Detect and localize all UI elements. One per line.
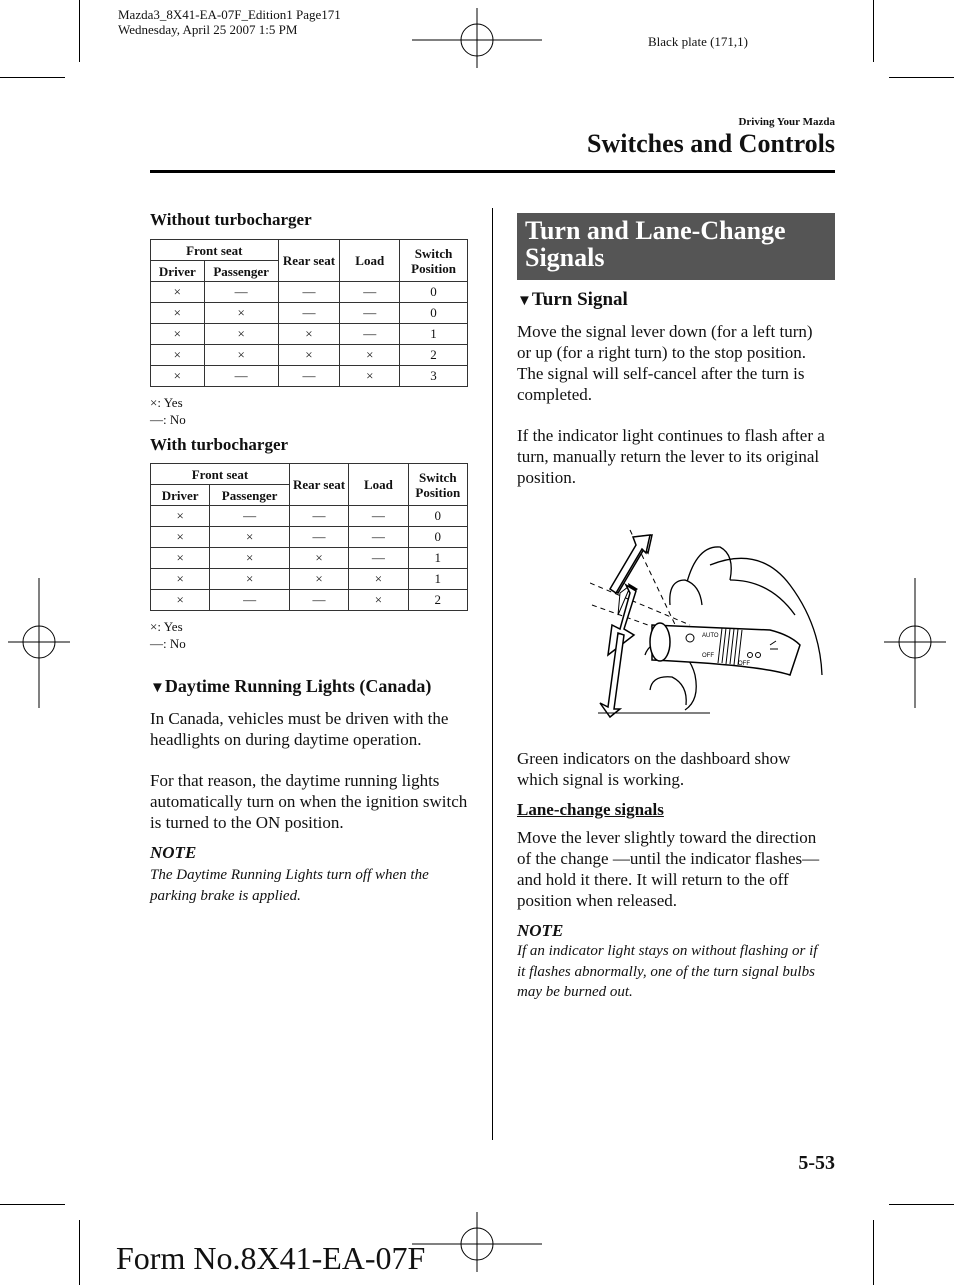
triangle-down-icon: ▼ — [517, 293, 532, 309]
table-cell: × — [151, 590, 210, 611]
table-row — [151, 548, 468, 569]
table-row — [151, 590, 468, 611]
illustration-label: OFF — [738, 661, 750, 667]
table-cell: 0 — [400, 303, 468, 324]
crop-mark — [79, 1220, 80, 1285]
table-header-rear-seat: Rear seat — [289, 464, 348, 506]
table-cell: × — [151, 303, 205, 324]
note-label: NOTE — [517, 921, 564, 940]
table-header-front-seat: Front seat — [151, 464, 290, 485]
table-header-driver: Driver — [151, 261, 205, 282]
crop-mark — [873, 1220, 874, 1285]
table-row — [151, 282, 468, 303]
table-header-driver: Driver — [151, 485, 210, 506]
right-column-top — [517, 289, 829, 488]
banner-line-1: Turn and Lane-Change — [525, 216, 786, 245]
table-row — [151, 366, 468, 387]
illustration-label: OFF — [702, 653, 714, 659]
illustration-label: AUTO — [702, 633, 719, 639]
crop-mark — [889, 77, 954, 78]
registration-mark-icon — [412, 8, 542, 68]
header-rule — [150, 170, 835, 173]
form-number: Form No.8X41-EA-07F — [116, 1240, 426, 1276]
print-date: Wednesday, April 25 2007 1:5 PM — [118, 22, 298, 37]
table-cell: — — [204, 366, 278, 387]
turn-signal-heading — [517, 289, 829, 311]
section-title: Switches and Controls — [586, 129, 835, 158]
crop-mark — [873, 0, 874, 62]
table-header-switch-position: Switch Position — [408, 464, 467, 506]
table-cell: 1 — [408, 569, 467, 590]
table-header-switch-position: Switch Position — [400, 240, 468, 282]
table-cell: — — [278, 366, 340, 387]
table-cell: × — [210, 569, 290, 590]
drl-paragraph-2: For that reason, the daytime running lights automatically turn on when the ignition switch is turned to the ON position. — [150, 771, 468, 832]
drl-heading — [150, 676, 470, 697]
banner-line-2: Signals — [525, 243, 605, 272]
table-row — [151, 303, 468, 324]
legend-no: —: No — [150, 636, 186, 651]
table-cell: × — [151, 506, 210, 527]
page-number: 5-53 — [798, 1152, 835, 1174]
table-header-passenger: Passenger — [204, 261, 278, 282]
table-row — [151, 324, 468, 345]
table-header-load: Load — [340, 240, 400, 282]
table-cell: × — [151, 324, 205, 345]
note-label: NOTE — [150, 843, 197, 862]
print-plate: Black plate (171,1) — [648, 34, 748, 49]
table-cell: — — [349, 527, 408, 548]
note-text: If an indicator light stays on without flashing or if it flashes abnormally, one of the turn signal bulbs may be burned out. — [517, 943, 818, 1000]
table-cell: 1 — [400, 324, 468, 345]
crop-mark — [79, 0, 80, 62]
section-small-title: Driving Your Mazda — [738, 116, 835, 128]
table-cell: 0 — [408, 506, 467, 527]
table-header-rear-seat: Rear seat — [278, 240, 340, 282]
table-row — [151, 506, 468, 527]
legend-yes: ×: Yes — [150, 619, 183, 634]
crop-mark — [889, 1204, 954, 1205]
table-cell: — — [210, 590, 290, 611]
table-cell: × — [289, 548, 348, 569]
triangle-down-icon: ▼ — [150, 680, 165, 696]
table-cell: × — [210, 527, 290, 548]
turn-paragraph-1: Move the signal lever down (for a left turn) or up (for a right turn) to the stop position. The signal will self-cancel after the turn is completed. — [517, 322, 813, 404]
table-cell: — — [340, 303, 400, 324]
table-cell: 2 — [400, 345, 468, 366]
table-cell: × — [349, 590, 408, 611]
table-cell: × — [151, 548, 210, 569]
table-cell: — — [278, 303, 340, 324]
table-row — [151, 345, 468, 366]
table-cell: — — [340, 324, 400, 345]
drl-paragraph-1: In Canada, vehicles must be driven with the headlights on during daytime operation. — [150, 709, 449, 749]
table-legend — [150, 618, 470, 652]
table-row — [151, 569, 468, 590]
switch-table-no-turbo — [150, 239, 468, 387]
table-cell: × — [340, 366, 400, 387]
switch-table-turbo — [150, 463, 468, 611]
legend-no: —: No — [150, 412, 186, 427]
table-cell: × — [349, 569, 408, 590]
turn-signal-lever-illustration — [590, 525, 825, 720]
table-cell: × — [204, 324, 278, 345]
table-cell: × — [151, 345, 205, 366]
table-cell: × — [151, 569, 210, 590]
table-cell: 1 — [408, 548, 467, 569]
table-cell: — — [204, 282, 278, 303]
table-header-load: Load — [349, 464, 408, 506]
section-banner — [517, 213, 835, 280]
table-cell: 2 — [408, 590, 467, 611]
table-cell: — — [289, 590, 348, 611]
crop-mark — [0, 1204, 65, 1205]
table-cell: 0 — [408, 527, 467, 548]
table-cell: — — [289, 506, 348, 527]
column-divider — [492, 208, 493, 1140]
lane-change-paragraph: Move the lever slightly toward the direction of the change ―until the indicator flashes― and hold it there. It will return to the off position when released. — [517, 828, 820, 910]
table-title: Without turbocharger — [150, 210, 312, 229]
table-cell: — — [289, 527, 348, 548]
table-cell: — — [349, 506, 408, 527]
table-cell: × — [204, 345, 278, 366]
table-header-front-seat: Front seat — [151, 240, 279, 261]
table-cell: × — [151, 282, 205, 303]
left-column — [150, 210, 470, 906]
table-title: With turbocharger — [150, 435, 289, 454]
green-indicator-paragraph: Green indicators on the dashboard show which signal is working. — [517, 749, 791, 789]
table-cell: — — [210, 506, 290, 527]
table-cell: × — [278, 324, 340, 345]
turn-paragraph-2: If the indicator light continues to flash after a turn, manually return the lever to its original position. — [517, 426, 825, 487]
table-cell: × — [204, 303, 278, 324]
right-column-bottom — [517, 748, 829, 1003]
table-cell: 0 — [400, 282, 468, 303]
registration-mark-icon — [8, 578, 70, 708]
table-cell: × — [151, 366, 205, 387]
print-file-name: Mazda3_8X41-EA-07F_Edition1 Page171 — [118, 7, 341, 22]
table-cell: × — [210, 548, 290, 569]
lane-change-heading: Lane-change signals — [517, 800, 664, 819]
table-row — [151, 527, 468, 548]
table-cell: — — [340, 282, 400, 303]
table-cell: — — [349, 548, 408, 569]
table-cell: × — [289, 569, 348, 590]
table-legend — [150, 394, 470, 428]
registration-mark-icon — [412, 1212, 542, 1272]
drl-heading-text: Daytime Running Lights (Canada) — [164, 676, 432, 696]
note-text: The Daytime Running Lights turn off when the parking brake is applied. — [150, 867, 429, 904]
table-cell: × — [278, 345, 340, 366]
table-cell: × — [340, 345, 400, 366]
legend-yes: ×: Yes — [150, 395, 183, 410]
turn-signal-heading-text: Turn Signal — [531, 289, 628, 310]
crop-mark — [0, 77, 65, 78]
registration-mark-icon — [884, 578, 946, 708]
table-cell: — — [278, 282, 340, 303]
print-header-file — [118, 7, 341, 37]
table-header-passenger: Passenger — [210, 485, 290, 506]
table-cell: × — [151, 527, 210, 548]
table-cell: 3 — [400, 366, 468, 387]
